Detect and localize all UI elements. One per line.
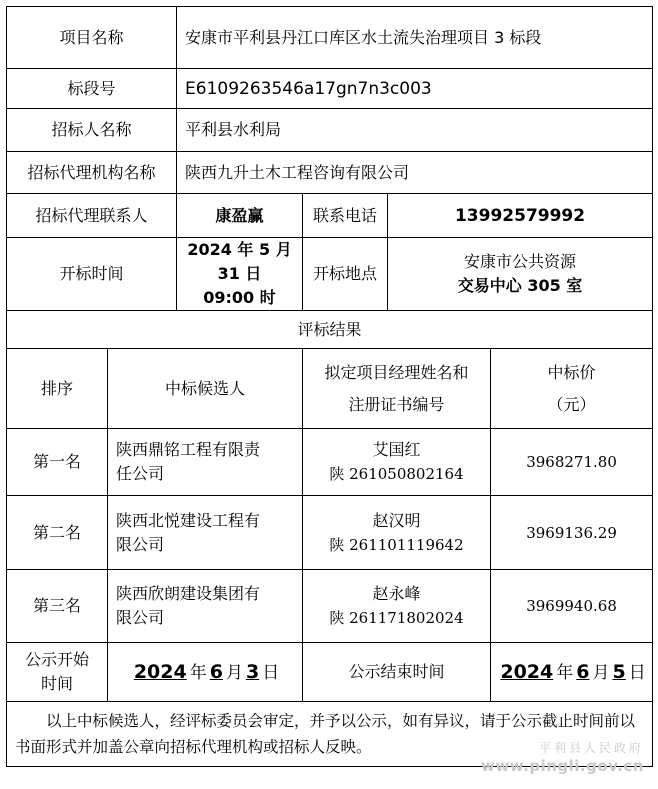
results-heading: 评标结果: [7, 311, 653, 349]
phone-label: 联系电话: [303, 194, 388, 238]
row-results-heading: [7, 311, 653, 349]
watermark-url: www.pingli.gov.cn: [481, 757, 644, 775]
publicity-start-label-line2: 时间: [40, 674, 73, 693]
row-opening: [7, 238, 653, 311]
row-contact: [7, 194, 653, 238]
project-name-label: 项目名称: [7, 7, 177, 69]
manager-cert: 陕 261171802024: [329, 609, 464, 627]
col-rank-header: 排序: [7, 349, 108, 429]
col-price-header-line1: 中标价: [547, 362, 596, 382]
end-month-unit: 月: [592, 662, 610, 683]
candidate-name-line2: 限公司: [116, 608, 165, 627]
start-month-unit: 月: [225, 662, 243, 683]
candidate-name: [108, 496, 303, 570]
open-place-label: 开标地点: [303, 238, 388, 311]
tenderer-value: 平利县水利局: [177, 109, 653, 152]
project-name-value: 安康市平利县丹江口库区水土流失治理项目 3 标段: [177, 7, 653, 69]
row-agency: [7, 152, 653, 194]
row-results-header: [7, 349, 653, 429]
open-time-value: [177, 238, 303, 311]
row-section-number: [7, 69, 653, 109]
candidate-price: 3968271.80: [491, 429, 653, 496]
candidate-name-line2: 限公司: [116, 534, 165, 554]
end-day-unit: 日: [628, 662, 646, 683]
contact-value: 康盈赢: [177, 194, 303, 238]
tenderer-label: 招标人名称: [7, 109, 177, 152]
open-place-value: [388, 238, 653, 311]
watermark-site-name: 平利县人民政府: [538, 741, 644, 755]
manager-name: 赵永峰: [372, 584, 421, 603]
open-time-date: 2024 年 5 月 31 日: [187, 240, 292, 283]
open-time-label: 开标时间: [7, 238, 177, 311]
publicity-end-date: [491, 643, 653, 702]
col-price-header: [491, 349, 653, 429]
bid-result-document: [6, 6, 653, 767]
candidate-name-line1: 陕西北悦建设工程有: [116, 510, 261, 530]
bid-result-table: [6, 6, 653, 767]
end-year-unit: 年: [556, 662, 574, 683]
phone-value: 13992579992: [388, 194, 653, 238]
open-time-hour: 09:00 时: [203, 288, 276, 307]
publicity-start-label: [7, 643, 108, 702]
candidate-name-line2: 任公司: [116, 464, 165, 483]
col-price-header-line2: （元）: [547, 394, 596, 414]
publicity-end-label: 公示结束时间: [303, 643, 491, 702]
section-number-value: E6109263546a17gn7n3c003: [177, 69, 653, 109]
col-manager-header-line2: 注册证书编号: [348, 394, 445, 414]
table-row: [7, 429, 653, 496]
table-row: [7, 570, 653, 643]
col-candidate-header: 中标候选人: [108, 349, 303, 429]
start-month: 6: [209, 660, 223, 683]
manager-cert: 陕 261050802164: [329, 465, 464, 483]
end-month: 6: [576, 660, 590, 683]
publicity-start-date: [108, 643, 303, 702]
candidate-rank: 第一名: [7, 429, 108, 496]
col-manager-header: [303, 349, 491, 429]
section-number-label: 标段号: [7, 69, 177, 109]
row-tenderer: [7, 109, 653, 152]
candidate-manager: [303, 429, 491, 496]
contact-label: 招标代理联系人: [7, 194, 177, 238]
manager-cert: 陕 261101119642: [329, 535, 464, 554]
notice-text: 以上中标候选人，经评标委员会审定，并予以公示，如有异议，请于公示截止时间前以书面形式并加盖公章向招标代理机构或招标人反映。: [15, 712, 636, 756]
candidate-price: 3969136.29: [491, 496, 653, 570]
candidate-manager: [303, 496, 491, 570]
candidate-name: [108, 570, 303, 643]
site-watermark: [481, 740, 644, 776]
open-place-line1: 安康市公共资源: [464, 252, 577, 271]
candidate-manager: [303, 570, 491, 643]
candidate-rank: 第三名: [7, 570, 108, 643]
open-place-line2: 交易中心 305 室: [457, 276, 583, 295]
manager-name: 赵汉明: [372, 510, 421, 530]
end-day: 5: [612, 660, 626, 683]
candidate-price: 3969940.68: [491, 570, 653, 643]
row-project-name: [7, 7, 653, 69]
manager-name: 艾国红: [372, 440, 421, 459]
candidate-rank: 第二名: [7, 496, 108, 570]
start-day: 3: [245, 660, 260, 683]
end-year: 2024: [500, 660, 554, 683]
row-publicity: [7, 643, 653, 702]
agency-label: 招标代理机构名称: [7, 152, 177, 194]
candidate-name-line1: 陕西鼎铭工程有限责: [116, 440, 261, 459]
start-year-unit: 年: [189, 662, 207, 683]
agency-value: 陕西九升土木工程咨询有限公司: [177, 152, 653, 194]
start-day-unit: 日: [262, 662, 280, 683]
start-year: 2024: [133, 660, 187, 683]
col-manager-header-line1: 拟定项目经理姓名和: [324, 362, 469, 382]
table-row: [7, 496, 653, 570]
publicity-start-label-line1: 公示开始: [24, 650, 89, 669]
candidate-name-line1: 陕西欣朗建设集团有: [116, 584, 261, 603]
candidate-name: [108, 429, 303, 496]
